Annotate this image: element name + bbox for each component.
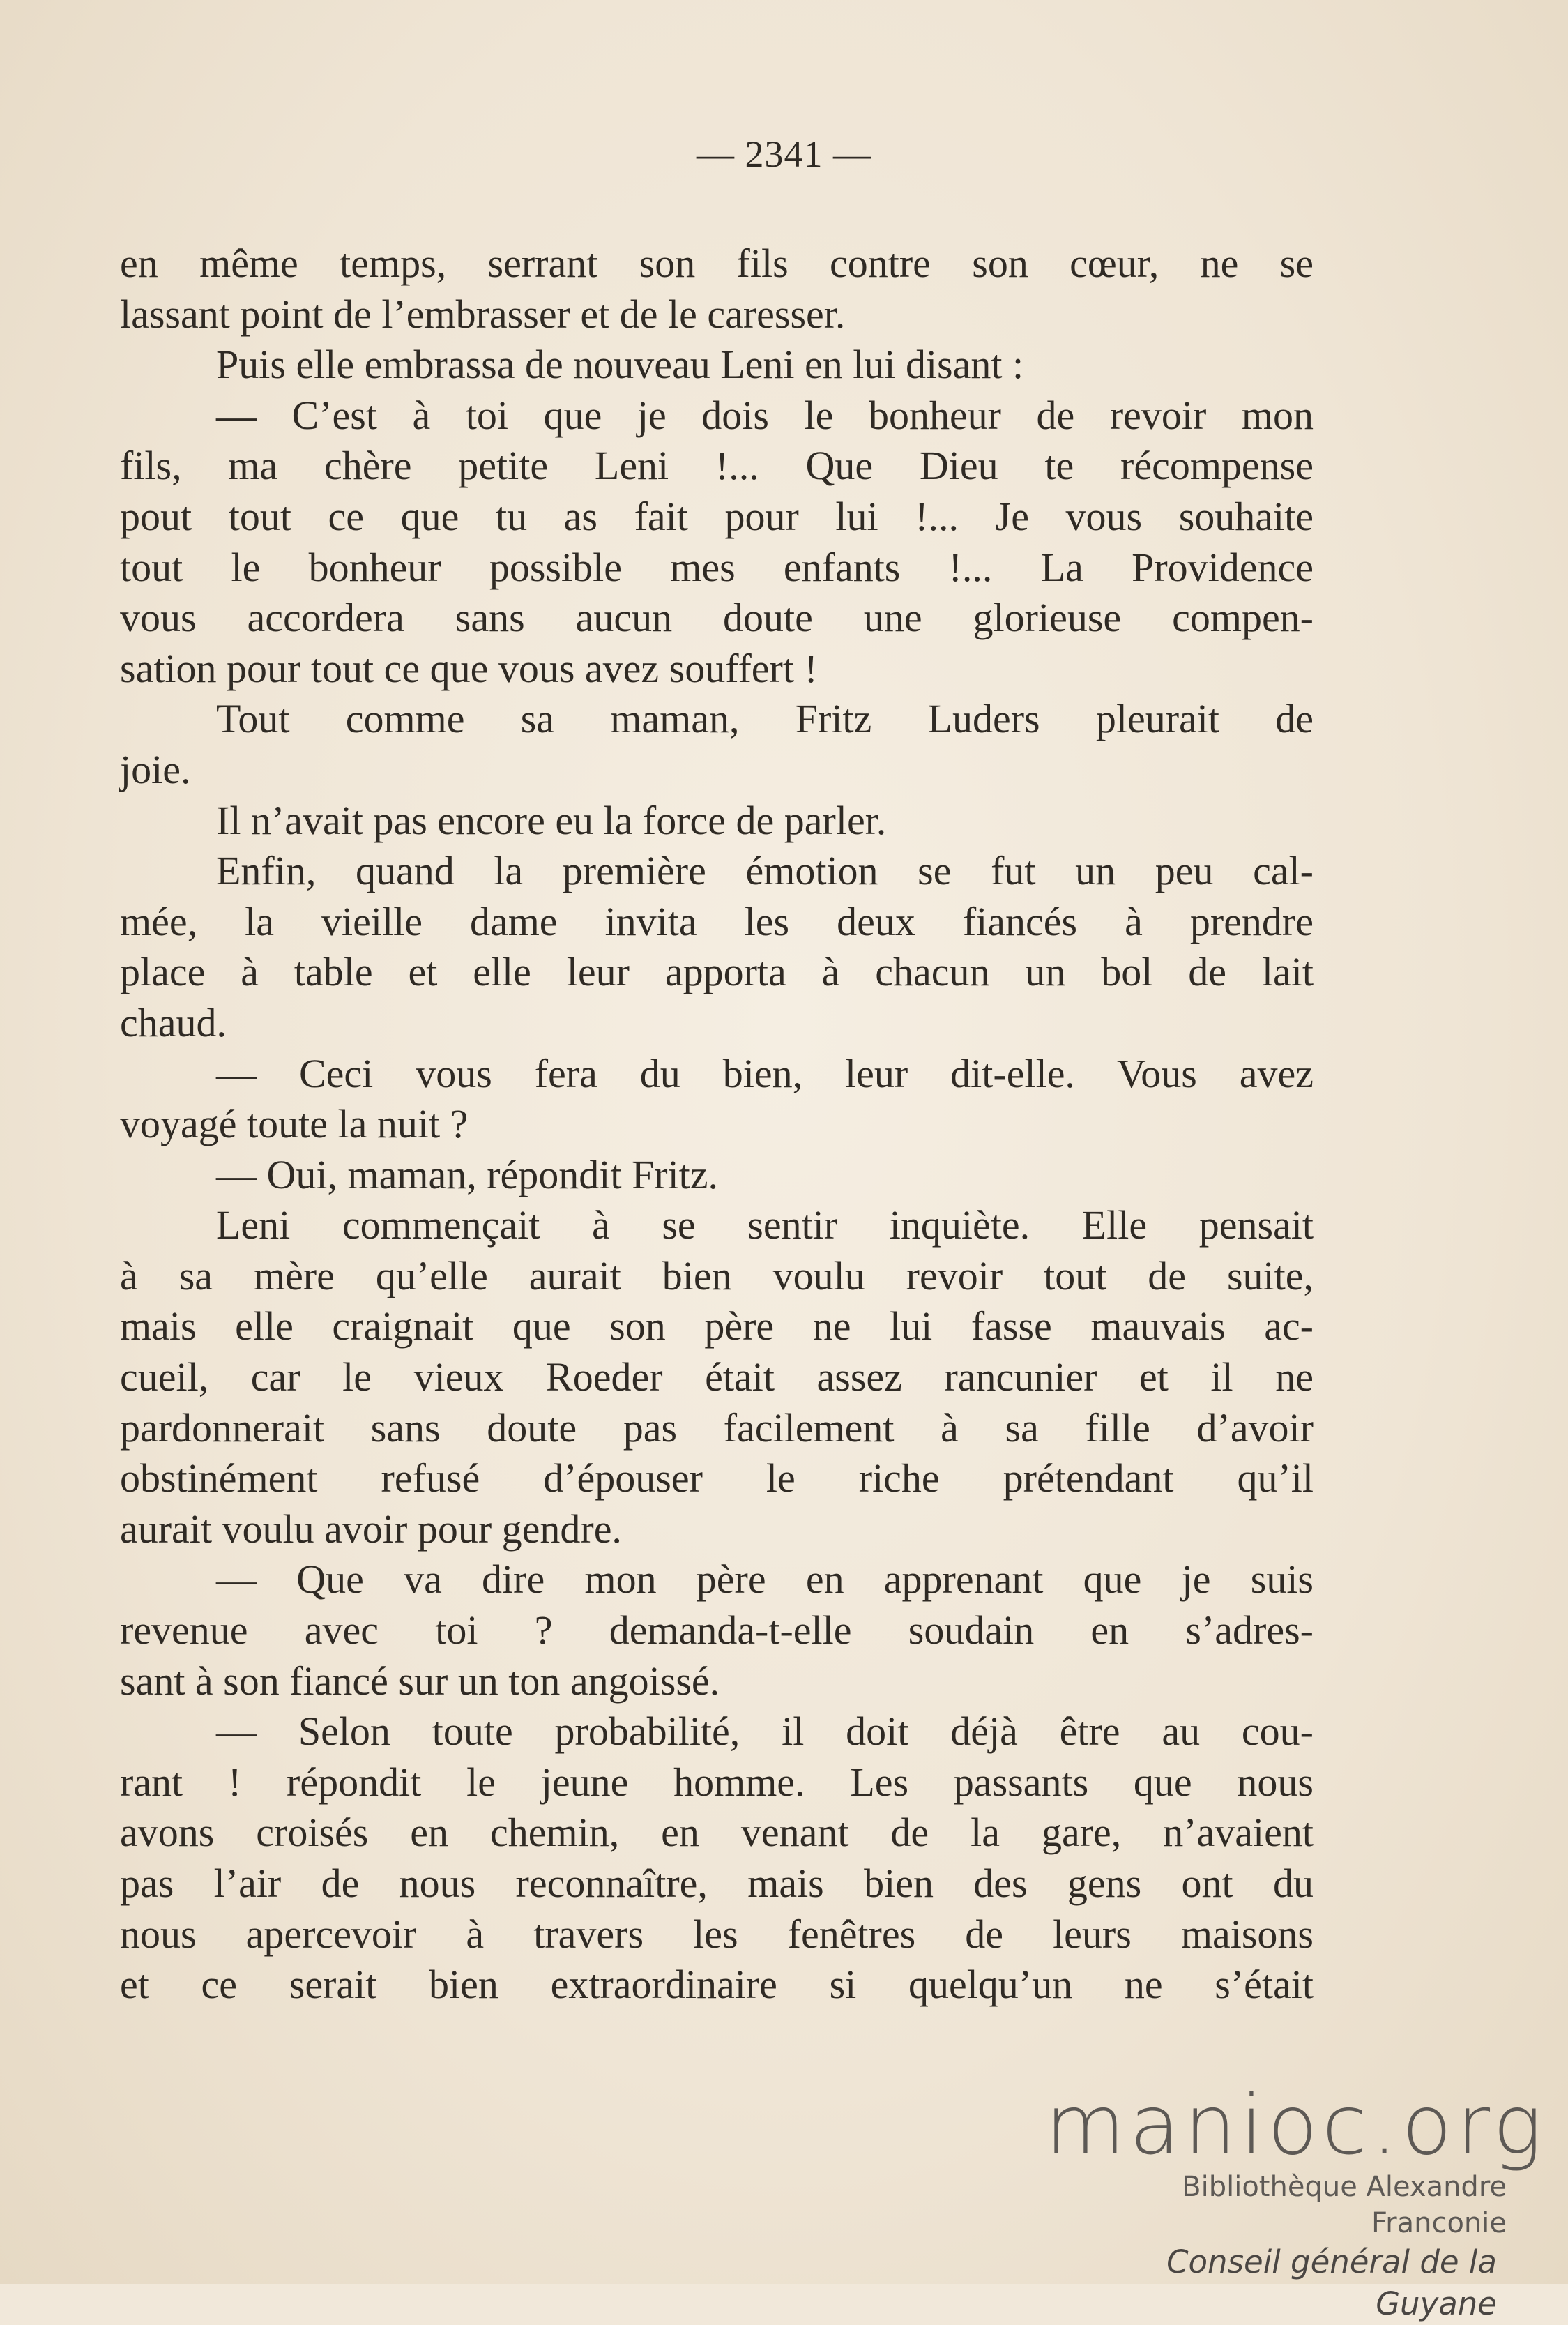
text-line: revenue avec toi ? demanda-t-elle soudain en s’adres- xyxy=(120,1607,1314,1653)
library-name: Bibliothèque Alexandre Franconie xyxy=(1182,2171,1507,2239)
text-line: Puis elle embrassa de nouveau Leni en lui disant : xyxy=(216,342,1024,388)
text-line: lassant point de l’embrasser et de le caresser. xyxy=(120,291,846,337)
text-line: — Oui, maman, répondit Fritz. xyxy=(216,1151,719,1197)
text-line: en même temps, serrant son fils contre son cœur, ne se xyxy=(120,241,1314,286)
text-line: Tout comme sa maman, Fritz Luders pleurait de xyxy=(216,696,1314,742)
text-line: nous apercevoir à travers les fenêtres de leurs maisons xyxy=(120,1911,1314,1957)
text-line: Leni commençait à se sentir inquiète. Elle pensait xyxy=(216,1202,1314,1248)
text-line: tout le bonheur possible mes enfants !... La Providence xyxy=(120,544,1314,590)
text-line: avons croisés en chemin, en venant de la gare, n’avaient xyxy=(120,1810,1314,1856)
text-line: — Ceci vous fera du bien, leur dit-elle. Vous avez xyxy=(216,1050,1314,1096)
text-line: place à table et elle leur apporta à chacun un bol de lait xyxy=(120,949,1314,995)
text-line: chaud. xyxy=(120,999,227,1045)
text-line: obstinément refusé d’épouser le riche prétendant qu’il xyxy=(120,1455,1314,1501)
text-line: pardonnerait sans doute pas facilement à sa fille d’avoir xyxy=(120,1404,1314,1451)
text-line: et ce serait bien extraordinaire si quelqu’un ne s’était xyxy=(120,1962,1314,2008)
text-line: vous accordera sans aucun doute une glorieuse compen- xyxy=(120,595,1314,641)
text-line: sant à son fiancé sur un ton angoissé. xyxy=(120,1658,720,1704)
page-number: — 2341 — xyxy=(697,133,871,175)
manioc-watermark xyxy=(1045,2077,1546,2325)
council-name: Conseil général de la Guyane xyxy=(1166,2243,1497,2322)
text-line: cueil, car le vieux Roeder était assez rancunier et il ne xyxy=(120,1354,1314,1400)
text-line: rant ! répondit le jeune homme. Les passants que nous xyxy=(120,1759,1314,1805)
text-line: aurait voulu avoir pour gendre. xyxy=(120,1506,622,1552)
text-line: mée, la vieille dame invita les deux fiancés à prendre xyxy=(120,898,1314,944)
text-line: — Selon toute probabilité, il doit déjà être au cou- xyxy=(216,1709,1314,1755)
text-line: sation pour tout ce que vous avez souffert ! xyxy=(120,645,818,691)
text-line: — C’est à toi que je dois le bonheur de revoir mon xyxy=(216,392,1314,438)
manioc-logo: manioc.org xyxy=(1045,2077,1546,2173)
text-line: fils, ma chère petite Leni !... Que Dieu te récompense xyxy=(120,443,1314,489)
text-line: Enfin, quand la première émotion se fut un peu cal- xyxy=(216,848,1314,894)
text-line: pout tout ce que tu as fait pour lui !... Je vous souhaite xyxy=(120,493,1314,539)
text-line: pas l’air de nous reconnaître, mais bien des gens ont du xyxy=(120,1861,1314,1906)
text-line: — Que va dire mon père en apprenant que je suis xyxy=(216,1557,1314,1603)
text-line: mais elle craignait que son père ne lui fasse mauvais ac- xyxy=(120,1303,1314,1349)
text-line: à sa mère qu’elle aurait bien voulu revoir tout de suite, xyxy=(120,1252,1314,1298)
text-line: Il n’avait pas encore eu la force de parler. xyxy=(216,797,887,843)
text-line: voyagé toute la nuit ? xyxy=(120,1101,469,1147)
text-line: joie. xyxy=(120,746,191,792)
body-text xyxy=(120,238,1314,2010)
